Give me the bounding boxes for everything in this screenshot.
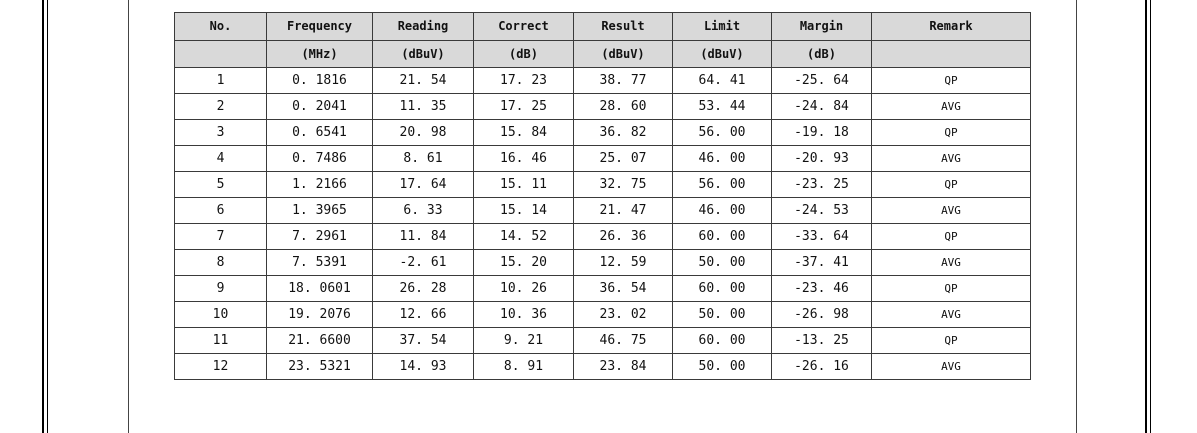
cell-correct: 15. 11 bbox=[474, 172, 574, 198]
cell-result: 21. 47 bbox=[574, 198, 673, 224]
cell-no: 4 bbox=[175, 146, 267, 172]
cell-margin: -33. 64 bbox=[772, 224, 872, 250]
unit-correct: (dB) bbox=[474, 41, 574, 68]
cell-remark: QP bbox=[872, 68, 1031, 94]
cell-no: 3 bbox=[175, 120, 267, 146]
cell-result: 38. 77 bbox=[574, 68, 673, 94]
cell-limit: 60. 00 bbox=[673, 224, 772, 250]
table-row bbox=[175, 146, 1031, 172]
cell-remark: QP bbox=[872, 224, 1031, 250]
cell-result: 23. 84 bbox=[574, 354, 673, 380]
cell-remark: AVG bbox=[872, 250, 1031, 276]
cell-limit: 60. 00 bbox=[673, 276, 772, 302]
cell-reading: 21. 54 bbox=[373, 68, 474, 94]
cell-remark: QP bbox=[872, 276, 1031, 302]
cell-limit: 60. 00 bbox=[673, 328, 772, 354]
cell-frequency: 23. 5321 bbox=[267, 354, 373, 380]
cell-limit: 50. 00 bbox=[673, 250, 772, 276]
unit-frequency: (MHz) bbox=[267, 41, 373, 68]
table-row bbox=[175, 276, 1031, 302]
cell-remark: AVG bbox=[872, 198, 1031, 224]
cell-correct: 17. 25 bbox=[474, 94, 574, 120]
cell-frequency: 0. 2041 bbox=[267, 94, 373, 120]
cell-no: 12 bbox=[175, 354, 267, 380]
cell-margin: -19. 18 bbox=[772, 120, 872, 146]
cell-margin: -23. 46 bbox=[772, 276, 872, 302]
cell-frequency: 7. 2961 bbox=[267, 224, 373, 250]
table-row bbox=[175, 302, 1031, 328]
cell-no: 8 bbox=[175, 250, 267, 276]
cell-limit: 56. 00 bbox=[673, 172, 772, 198]
cell-margin: -26. 16 bbox=[772, 354, 872, 380]
cell-limit: 64. 41 bbox=[673, 68, 772, 94]
cell-reading: 11. 35 bbox=[373, 94, 474, 120]
cell-frequency: 1. 3965 bbox=[267, 198, 373, 224]
cell-result: 26. 36 bbox=[574, 224, 673, 250]
cell-frequency: 18. 0601 bbox=[267, 276, 373, 302]
cell-margin: -20. 93 bbox=[772, 146, 872, 172]
cell-limit: 50. 00 bbox=[673, 302, 772, 328]
cell-reading: -2. 61 bbox=[373, 250, 474, 276]
cell-no: 9 bbox=[175, 276, 267, 302]
cell-correct: 17. 23 bbox=[474, 68, 574, 94]
units-row bbox=[175, 41, 1031, 68]
header-no: No. bbox=[175, 13, 267, 41]
cell-margin: -24. 53 bbox=[772, 198, 872, 224]
cell-result: 28. 60 bbox=[574, 94, 673, 120]
emission-results-table bbox=[174, 12, 1031, 380]
cell-margin: -26. 98 bbox=[772, 302, 872, 328]
cell-reading: 37. 54 bbox=[373, 328, 474, 354]
cell-reading: 14. 93 bbox=[373, 354, 474, 380]
cell-result: 36. 82 bbox=[574, 120, 673, 146]
cell-correct: 14. 52 bbox=[474, 224, 574, 250]
page-border-left-inner bbox=[47, 0, 48, 433]
cell-no: 1 bbox=[175, 68, 267, 94]
cell-margin: -25. 64 bbox=[772, 68, 872, 94]
cell-result: 36. 54 bbox=[574, 276, 673, 302]
table-row bbox=[175, 328, 1031, 354]
cell-no: 11 bbox=[175, 328, 267, 354]
cell-remark: AVG bbox=[872, 146, 1031, 172]
cell-reading: 6. 33 bbox=[373, 198, 474, 224]
cell-frequency: 0. 1816 bbox=[267, 68, 373, 94]
table-row bbox=[175, 250, 1031, 276]
cell-reading: 11. 84 bbox=[373, 224, 474, 250]
header-frequency: Frequency bbox=[267, 13, 373, 41]
cell-result: 25. 07 bbox=[574, 146, 673, 172]
header-margin: Margin bbox=[772, 13, 872, 41]
cell-remark: QP bbox=[872, 172, 1031, 198]
header-reading: Reading bbox=[373, 13, 474, 41]
unit-result: (dBuV) bbox=[574, 41, 673, 68]
cell-frequency: 0. 7486 bbox=[267, 146, 373, 172]
cell-frequency: 1. 2166 bbox=[267, 172, 373, 198]
header-limit: Limit bbox=[673, 13, 772, 41]
cell-correct: 10. 36 bbox=[474, 302, 574, 328]
page-border-left-outer bbox=[42, 0, 44, 433]
cell-limit: 53. 44 bbox=[673, 94, 772, 120]
cell-remark: QP bbox=[872, 328, 1031, 354]
cell-result: 12. 59 bbox=[574, 250, 673, 276]
header-row bbox=[175, 13, 1031, 41]
table-row bbox=[175, 172, 1031, 198]
cell-limit: 46. 00 bbox=[673, 198, 772, 224]
cell-reading: 17. 64 bbox=[373, 172, 474, 198]
cell-no: 2 bbox=[175, 94, 267, 120]
table-row bbox=[175, 224, 1031, 250]
table-row bbox=[175, 120, 1031, 146]
page-border-right-outer bbox=[1150, 0, 1151, 433]
cell-limit: 46. 00 bbox=[673, 146, 772, 172]
table-row bbox=[175, 94, 1031, 120]
unit-no bbox=[175, 41, 267, 68]
cell-margin: -13. 25 bbox=[772, 328, 872, 354]
cell-correct: 8. 91 bbox=[474, 354, 574, 380]
cell-reading: 8. 61 bbox=[373, 146, 474, 172]
cell-correct: 15. 84 bbox=[474, 120, 574, 146]
header-remark: Remark bbox=[872, 13, 1031, 41]
cell-correct: 16. 46 bbox=[474, 146, 574, 172]
cell-margin: -24. 84 bbox=[772, 94, 872, 120]
table-row bbox=[175, 354, 1031, 380]
cell-reading: 20. 98 bbox=[373, 120, 474, 146]
cell-frequency: 19. 2076 bbox=[267, 302, 373, 328]
cell-frequency: 7. 5391 bbox=[267, 250, 373, 276]
cell-limit: 50. 00 bbox=[673, 354, 772, 380]
unit-reading: (dBuV) bbox=[373, 41, 474, 68]
unit-margin: (dB) bbox=[772, 41, 872, 68]
cell-frequency: 21. 6600 bbox=[267, 328, 373, 354]
cell-margin: -23. 25 bbox=[772, 172, 872, 198]
cell-no: 6 bbox=[175, 198, 267, 224]
cell-limit: 56. 00 bbox=[673, 120, 772, 146]
cell-reading: 12. 66 bbox=[373, 302, 474, 328]
cell-reading: 26. 28 bbox=[373, 276, 474, 302]
cell-remark: AVG bbox=[872, 302, 1031, 328]
cell-no: 5 bbox=[175, 172, 267, 198]
unit-remark bbox=[872, 41, 1031, 68]
cell-correct: 9. 21 bbox=[474, 328, 574, 354]
cell-correct: 15. 20 bbox=[474, 250, 574, 276]
cell-remark: QP bbox=[872, 120, 1031, 146]
page-border-right-inner bbox=[1145, 0, 1147, 433]
cell-result: 46. 75 bbox=[574, 328, 673, 354]
cell-frequency: 0. 6541 bbox=[267, 120, 373, 146]
table-row bbox=[175, 68, 1031, 94]
content-margin-right bbox=[1076, 0, 1077, 433]
cell-no: 10 bbox=[175, 302, 267, 328]
header-correct: Correct bbox=[474, 13, 574, 41]
content-margin-left bbox=[128, 0, 129, 433]
cell-correct: 10. 26 bbox=[474, 276, 574, 302]
cell-no: 7 bbox=[175, 224, 267, 250]
cell-margin: -37. 41 bbox=[772, 250, 872, 276]
cell-correct: 15. 14 bbox=[474, 198, 574, 224]
cell-remark: AVG bbox=[872, 94, 1031, 120]
cell-result: 23. 02 bbox=[574, 302, 673, 328]
table-row bbox=[175, 198, 1031, 224]
header-result: Result bbox=[574, 13, 673, 41]
unit-limit: (dBuV) bbox=[673, 41, 772, 68]
cell-result: 32. 75 bbox=[574, 172, 673, 198]
cell-remark: AVG bbox=[872, 354, 1031, 380]
